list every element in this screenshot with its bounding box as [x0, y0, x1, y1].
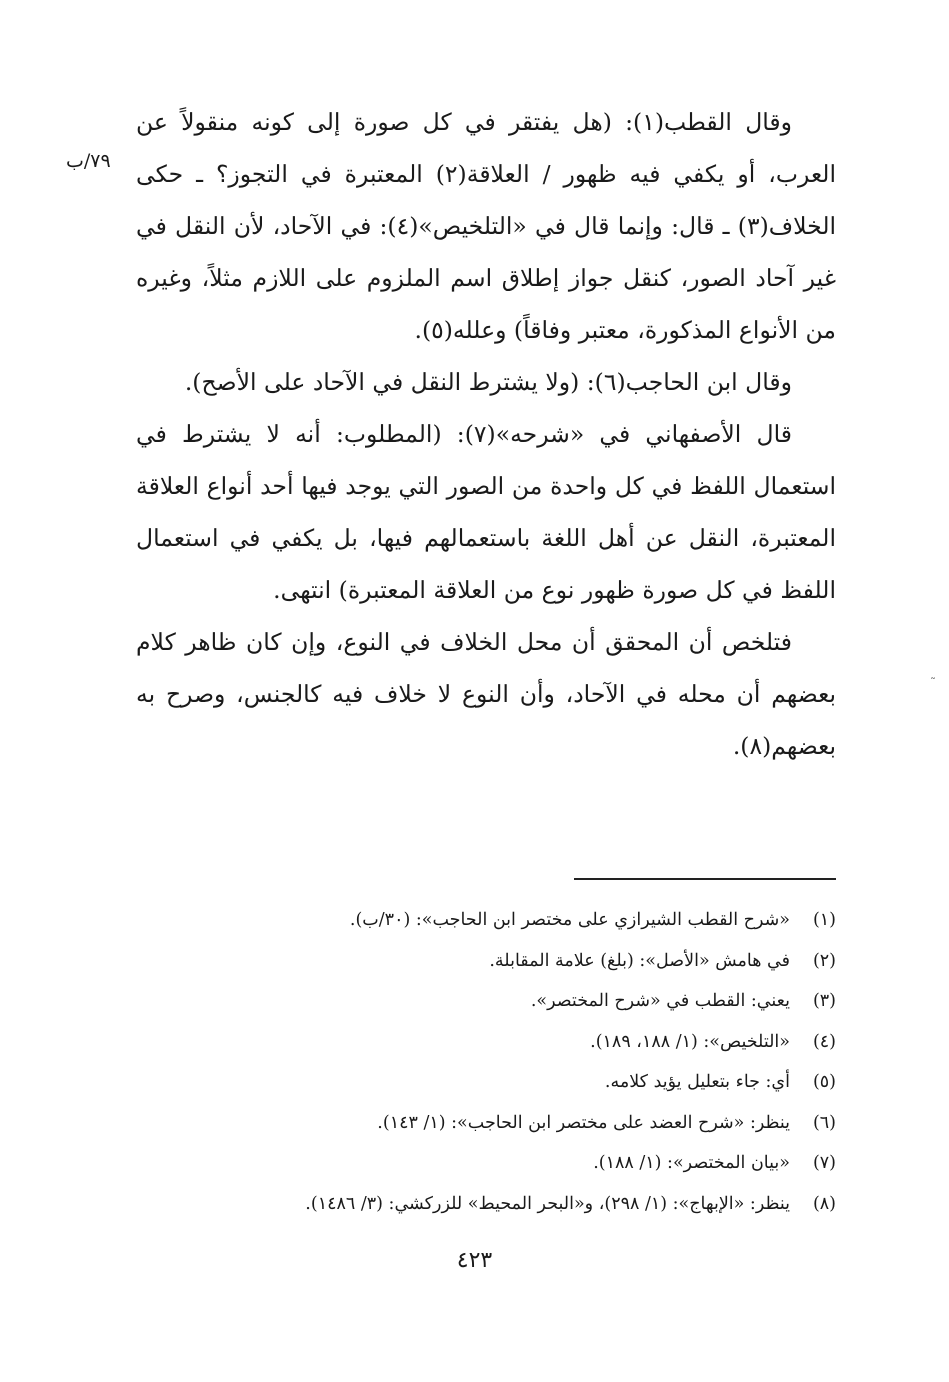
footnote-1 — [136, 900, 836, 941]
footnote-2 — [136, 941, 836, 982]
footnote-number: (٢) — [812, 950, 836, 971]
scan-speck: ˜ — [930, 676, 936, 690]
paragraph-2: وقال ابن الحاجب(٦): (ولا يشترط النقل في الآحاد على الأصح). — [184, 368, 792, 396]
page-number: ٤٢٣ — [456, 1248, 493, 1273]
footnote-number: (٦) — [812, 1112, 836, 1133]
footnote-number: (٣) — [812, 991, 836, 1011]
footnote-number: (٥) — [812, 1072, 836, 1092]
paragraph-4: فتلخص أن المحقق أن محل الخلاف في النوع، وإن كان ظاهر كلام بعضهم أن محله في الآحاد، وأن النوع لا خلاف فيه كالجنس، وصرح به بعضهم(٨). — [136, 628, 836, 760]
footnote-5 — [136, 1062, 836, 1103]
footnote-text: «شرح القطب الشيرازي على مختصر ابن الحاجب»: (٣٠/ب). — [349, 910, 790, 930]
footnote-text: ينظر: «شرح العضد على مختصر ابن الحاجب»: (١/ ١٤٣). — [377, 1112, 790, 1133]
footnote-text: أي: جاء بتعليل يؤيد كلامه. — [604, 1072, 790, 1092]
footnote-7 — [136, 1143, 836, 1184]
footnote-number: (٨) — [812, 1193, 836, 1214]
footnote-text: «التلخيص»: (١/ ١٨٨، ١٨٩). — [590, 1031, 790, 1052]
footnote-6 — [136, 1103, 836, 1144]
footnote-text: يعني: القطب في «شرح المختصر». — [530, 991, 790, 1011]
footnote-4 — [136, 1022, 836, 1063]
paragraph-3: قال الأصفهاني في «شرحه»(٧): (المطلوب: أنه لا يشترط في استعمال اللفظ في كل واحدة من الصور التي يوجد فيها أحد أنواع العلاقة المعتبرة، النقل عن أهل اللغة باستعمالهم فيها، بل يكفي في استعمال اللفظ في كل صورة ظهور نوع من العلاقة المعتبرة) انتهى. — [136, 420, 836, 604]
footnote-number: (١) — [812, 910, 836, 930]
main-text — [136, 96, 836, 772]
footnote-3 — [136, 981, 836, 1022]
footnotes — [136, 900, 836, 1224]
footnote-8 — [136, 1184, 836, 1225]
footnote-text: «بيان المختصر»: (١/ ١٨٨). — [593, 1153, 790, 1173]
paragraph-1: وقال القطب(١): (هل يفتقر في كل صورة إلى كونه منقولاً عن العرب، أو يكفي فيه ظهور / العلاقة(٢) المعتبرة في التجوز؟ ـ حكى الخلاف(٣) ـ قال: وإنما قال في «التلخيص»(٤): في الآحاد، لأن النقل في غير آحاد الصور، كنقل جواز إطلاق اسم الملزوم على اللازم مثلاً، وغيره من الأنواع المذكورة، معتبر وفاقاً) وعلله(٥). — [136, 108, 837, 344]
footnote-number: (٤) — [812, 1031, 836, 1052]
footnote-text: ينظر: «الإبهاج»: (١/ ٢٩٨)، و«البحر المحيط» للزركشي: (٣/ ١٤٨٦). — [305, 1193, 790, 1214]
footnote-divider — [574, 878, 836, 880]
footnote-number: (٧) — [812, 1153, 836, 1173]
footnote-text: في هامش «الأصل»: (بلغ) علامة المقابلة. — [489, 950, 790, 971]
margin-folio-note: ٧٩/ب — [66, 150, 111, 172]
